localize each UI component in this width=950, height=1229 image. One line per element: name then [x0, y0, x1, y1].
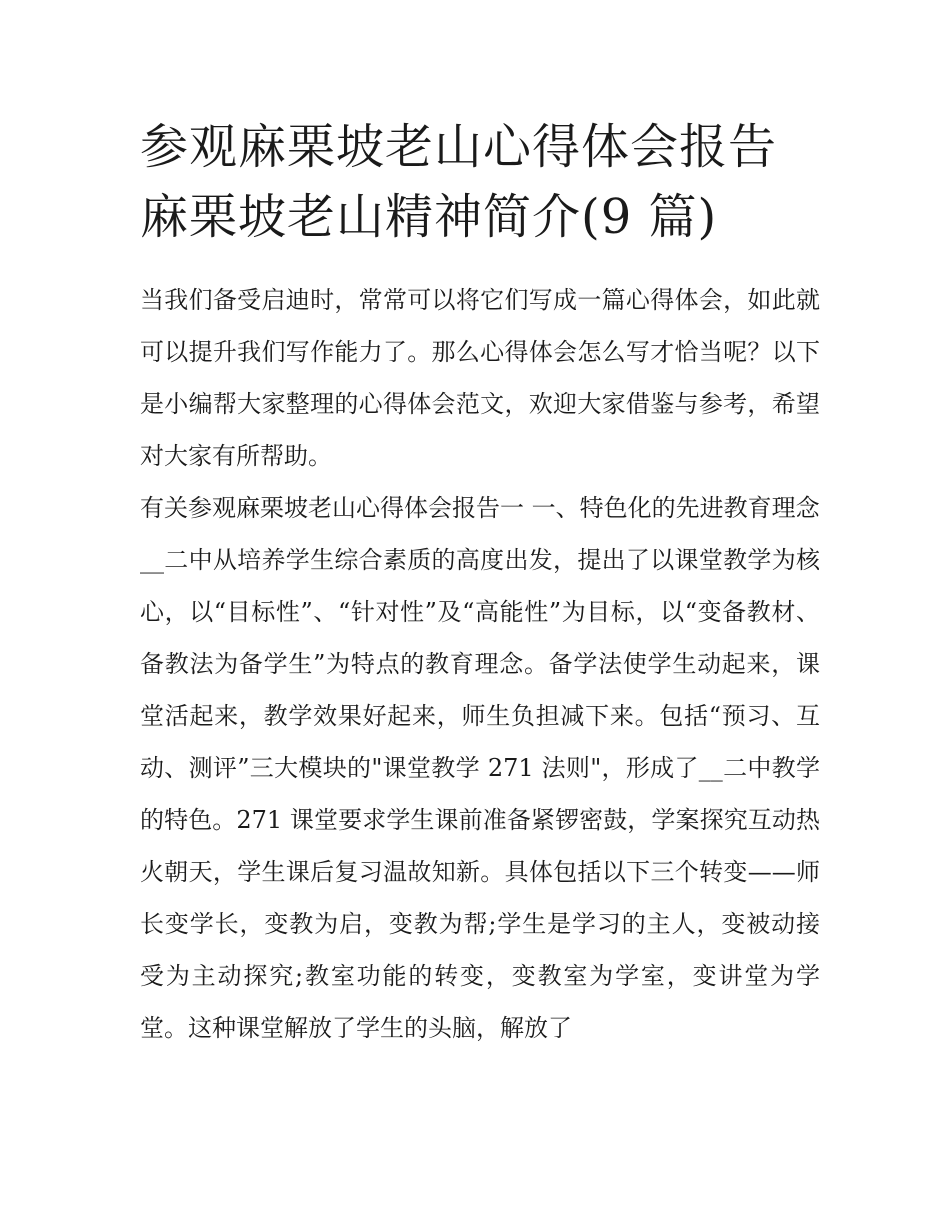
body-paragraph: __二中从培养学生综合素质的高度出发，提出了以课堂教学为核心，以“目标性”、“针对性”及“高能性”为目标，以“变备教材、备教法为备学生”为特点的教育理念。备学法使学生动起来，课堂活起来，教学效果好起来，师生负担减下来。包括“预习、互动、测评”三大模块的"课堂教学 271 法则"，形成了__二中教学的特色。271 课堂要求学生课前准备紧锣密鼓，学案探究互动热火朝天，学生课后复习温故知新。具体包括以下三个转变——师长变学长，变教为启，变教为帮;学生是学习的主人，变被动接受为主动探究;教室功能的转变，变教室为学室，变讲堂为学堂。这种课堂解放了学生的头脑，解放了 — [140, 546, 820, 1042]
document-page — [140, 112, 820, 1054]
title-line-1: 参观麻栗坡老山心得体会报告 — [140, 119, 778, 175]
document-title — [140, 112, 820, 252]
intro-paragraph: 当我们备受启迪时，常常可以将它们写成一篇心得体会，如此就可以提升我们写作能力了。那么心得体会怎么写才恰当呢？以下是小编帮大家整理的心得体会范文，欢迎大家借鉴与参考，希望对大家有所帮助。 — [140, 286, 820, 470]
title-line-2: 麻栗坡老山精神简介(9 篇) — [140, 189, 718, 245]
section-heading: 有关参观麻栗坡老山心得体会报告一 一、特色化的先进教育理念 — [140, 494, 820, 522]
